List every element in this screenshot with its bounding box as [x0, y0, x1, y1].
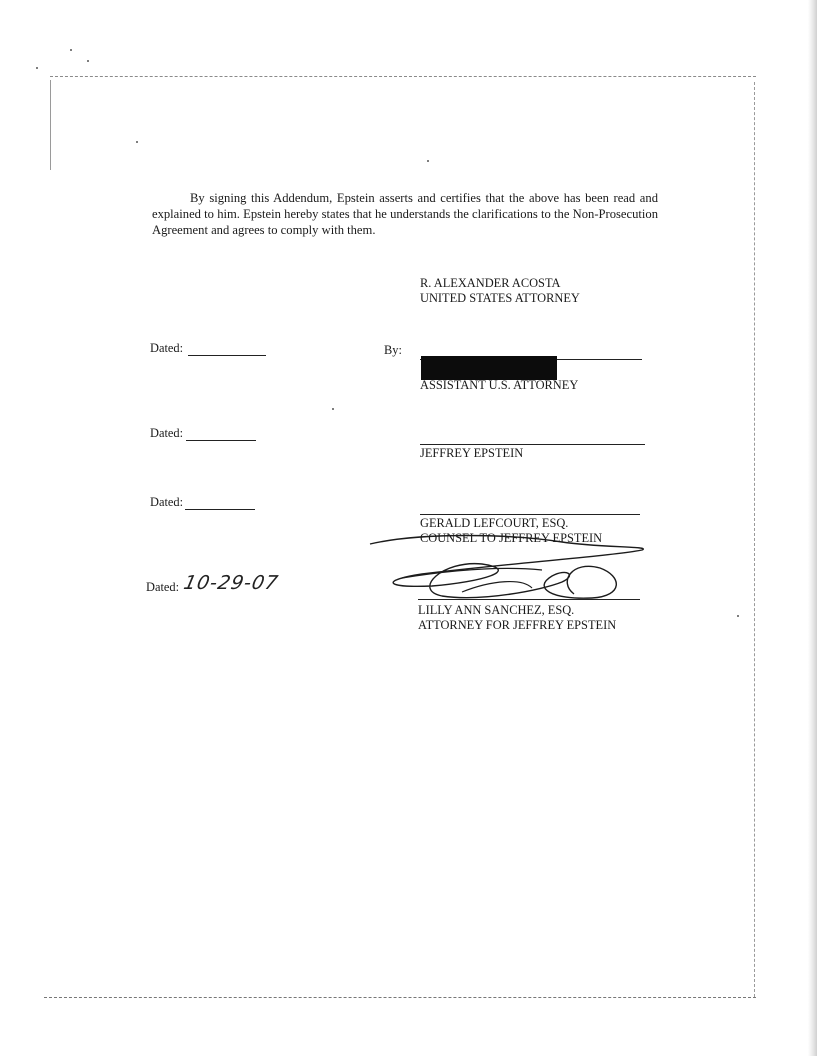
handwritten-date: 10-29-07: [181, 572, 281, 594]
scan-speck: [332, 408, 334, 410]
scan-speck: [737, 615, 739, 617]
page-border-bottom: [44, 997, 756, 998]
page-border-left: [50, 80, 51, 170]
scan-speck: [70, 49, 72, 51]
scan-speck: [36, 67, 38, 69]
signatory-name-lefcourt: GERALD LEFCOURT, ESQ.: [420, 516, 569, 530]
certification-paragraph: By signing this Addendum, Epstein asserts and certifies that the above has been read and explained to him. Epstein hereby states that he understands the clarifications to the Non-Prosecution Agreement and agrees to comply with them.: [152, 191, 658, 237]
page-border-top: [50, 76, 756, 77]
assistant-attorney-title: ASSISTANT U.S. ATTORNEY: [420, 378, 579, 392]
handwritten-signature: [362, 530, 652, 610]
signature-line-lefcourt: [420, 514, 640, 515]
date-line-2: [186, 440, 256, 441]
dated-label-4: Dated:: [146, 580, 180, 594]
dated-label-3: Dated:: [150, 495, 184, 509]
scan-edge-shadow: [808, 0, 817, 1056]
signatory-role-lefcourt: COUNSEL TO JEFFREY EPSTEIN: [420, 531, 603, 545]
signatory-name-epstein: JEFFREY EPSTEIN: [420, 446, 524, 460]
date-line-3: [185, 509, 255, 510]
redaction-block: [421, 356, 557, 380]
us-attorney-title: UNITED STATES ATTORNEY: [420, 291, 580, 305]
signature-line-epstein: [420, 444, 645, 445]
page-border-right: [754, 82, 755, 997]
us-attorney-name: R. ALEXANDER ACOSTA: [420, 276, 561, 290]
scan-speck: [87, 60, 89, 62]
by-label: By:: [384, 343, 402, 357]
signatory-role-sanchez: ATTORNEY FOR JEFFREY EPSTEIN: [418, 618, 617, 632]
date-line-1: [188, 355, 266, 356]
signatory-name-sanchez: LILLY ANN SANCHEZ, ESQ.: [418, 603, 575, 617]
scan-speck: [427, 160, 429, 162]
scan-speck: [136, 141, 138, 143]
dated-label-1: Dated:: [150, 341, 184, 355]
dated-label-2: Dated:: [150, 426, 184, 440]
